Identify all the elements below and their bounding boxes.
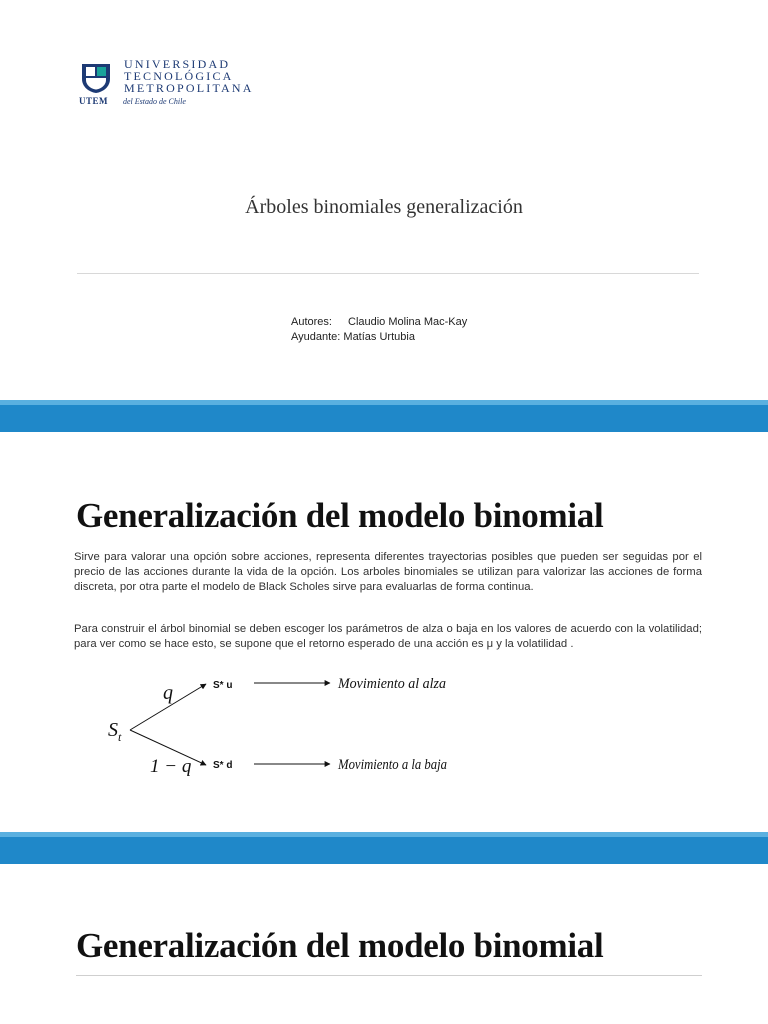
- authors-block: [291, 315, 467, 345]
- down-node-label: S* d: [213, 760, 233, 771]
- up-outcome-label: Movimiento al alza: [337, 676, 446, 692]
- document-title: Árboles binomiales generalización: [245, 196, 523, 218]
- paragraph-intro: Sirve para valorar una opción sobre acciones, representa diferentes trayectorias posibles que pueden ser seguidas por el precio de las acciones durante la vida de la opción. Los arboles binomiales se utilizan para valorizar las acciones de forma discreta, por otra parte el modelo de Black Scholes sirve para evaluarlas de forma continua.: [74, 551, 702, 593]
- logo-line-3: METROPOLITANA: [124, 81, 254, 95]
- logo-wordmark: [124, 58, 254, 94]
- probability-up: q: [163, 682, 173, 704]
- title-divider: [77, 273, 699, 274]
- slide-title: Generalización del modelo binomial: [76, 496, 604, 535]
- logo-acronym: UTEM: [79, 96, 108, 106]
- authors-row: [291, 315, 467, 330]
- logo-line-2: TECNOLÓGICA: [124, 69, 234, 83]
- slide-title-2: Generalización del modelo binomial: [76, 926, 604, 965]
- slide-separator-highlight: [0, 400, 768, 405]
- assistant-value: Matías Urtubia: [343, 331, 415, 343]
- probability-down: 1 − q: [150, 756, 192, 777]
- authors-label: Autores:: [291, 316, 332, 328]
- paragraph-parameters: Para construir el árbol binomial se deben escoger los parámetros de alza o baja en los valores de acuerdo con la volatilidad; para ver como se hace esto, se supone que el retorno esperado de una acción es μ y la volatilidad .: [74, 623, 702, 650]
- root-node-label: $S_t$: [108, 719, 122, 744]
- slide-separator-highlight-2: [0, 832, 768, 837]
- logo-line-1: UNIVERSIDAD: [124, 57, 231, 71]
- binomial-tree-diagram: [100, 672, 500, 782]
- up-node-label: S* u: [213, 680, 233, 691]
- university-logo-icon: [80, 62, 112, 94]
- authors-value: Claudio Molina Mac-Kay: [348, 316, 468, 328]
- assistant-label: Ayudante:: [291, 331, 341, 343]
- logo-subtitle: del Estado de Chile: [123, 97, 186, 106]
- assistant-row: [291, 330, 467, 345]
- slide-title-underline: [76, 975, 702, 976]
- down-outcome-label: Movimiento a la baja: [337, 757, 447, 773]
